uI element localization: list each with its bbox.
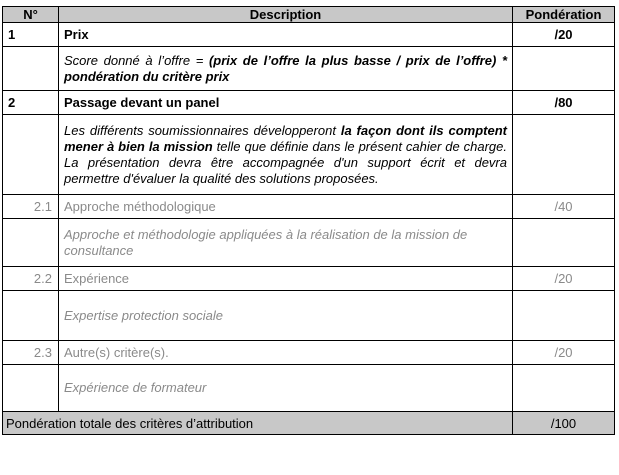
- empty-cell: [3, 219, 59, 267]
- empty-cell: [513, 219, 615, 267]
- table-row: [3, 23, 615, 47]
- total-weight: /100: [513, 412, 615, 435]
- description-text: telle que définie dans le présent cahier de charge. La présentation devra être accompagnée d'un support écrit et devra permettre d'évaluer la qualité des solutions proposées.: [64, 138, 508, 186]
- row-title: Autre(s) critère(s).: [59, 341, 513, 365]
- empty-cell: [513, 115, 615, 195]
- table-row-description: [3, 365, 615, 412]
- total-label: Pondération totale des critères d’attribution: [3, 412, 513, 435]
- row-num: 2: [3, 91, 59, 115]
- row-num: 2.2: [3, 267, 59, 291]
- table-row: [3, 341, 615, 365]
- row-weight: /20: [513, 267, 615, 291]
- table-row-description: [3, 219, 615, 267]
- table-row: [3, 91, 615, 115]
- description-emphasis: (prix de l’offre la plus basse / prix de l’offre) * pondération du critère prix: [64, 52, 507, 84]
- criteria-table: [2, 6, 615, 435]
- empty-cell: [3, 291, 59, 341]
- row-num: 2.3: [3, 341, 59, 365]
- row-weight: /20: [513, 341, 615, 365]
- table-footer-row: [3, 412, 615, 435]
- table-row: [3, 267, 615, 291]
- row-title: Prix: [59, 23, 513, 47]
- row-weight: /40: [513, 195, 615, 219]
- header-num: N°: [3, 7, 59, 23]
- empty-cell: [513, 291, 615, 341]
- empty-cell: [3, 115, 59, 195]
- row-num: 1: [3, 23, 59, 47]
- header-description: Description: [59, 7, 513, 23]
- row-title: Approche méthodologique: [59, 195, 513, 219]
- row-description: Expérience de formateur: [59, 365, 513, 412]
- empty-cell: [513, 365, 615, 412]
- empty-cell: [513, 47, 615, 91]
- table-row: [3, 195, 615, 219]
- empty-cell: [3, 47, 59, 91]
- row-title: Passage devant un panel: [59, 91, 513, 115]
- table-row-description: [3, 115, 615, 195]
- row-description: Expertise protection sociale: [59, 291, 513, 341]
- row-description: [59, 47, 513, 91]
- description-text: Score donné à l’offre =: [64, 52, 209, 68]
- description-text: Les différents soumissionnaires développeront: [64, 122, 341, 138]
- row-title: Expérience: [59, 267, 513, 291]
- table-header-row: [3, 7, 615, 23]
- row-description: Approche et méthodologie appliquées à la réalisation de la mission de consultance: [59, 219, 513, 267]
- empty-cell: [3, 365, 59, 412]
- header-weight: Pondération: [513, 7, 615, 23]
- row-weight: /80: [513, 91, 615, 115]
- description-emphasis: la façon dont ils comptent mener à bien la mission: [64, 122, 507, 154]
- table-row-description: [3, 291, 615, 341]
- row-weight: /20: [513, 23, 615, 47]
- row-description: [59, 115, 513, 195]
- table-row-description: [3, 47, 615, 91]
- row-num: 2.1: [3, 195, 59, 219]
